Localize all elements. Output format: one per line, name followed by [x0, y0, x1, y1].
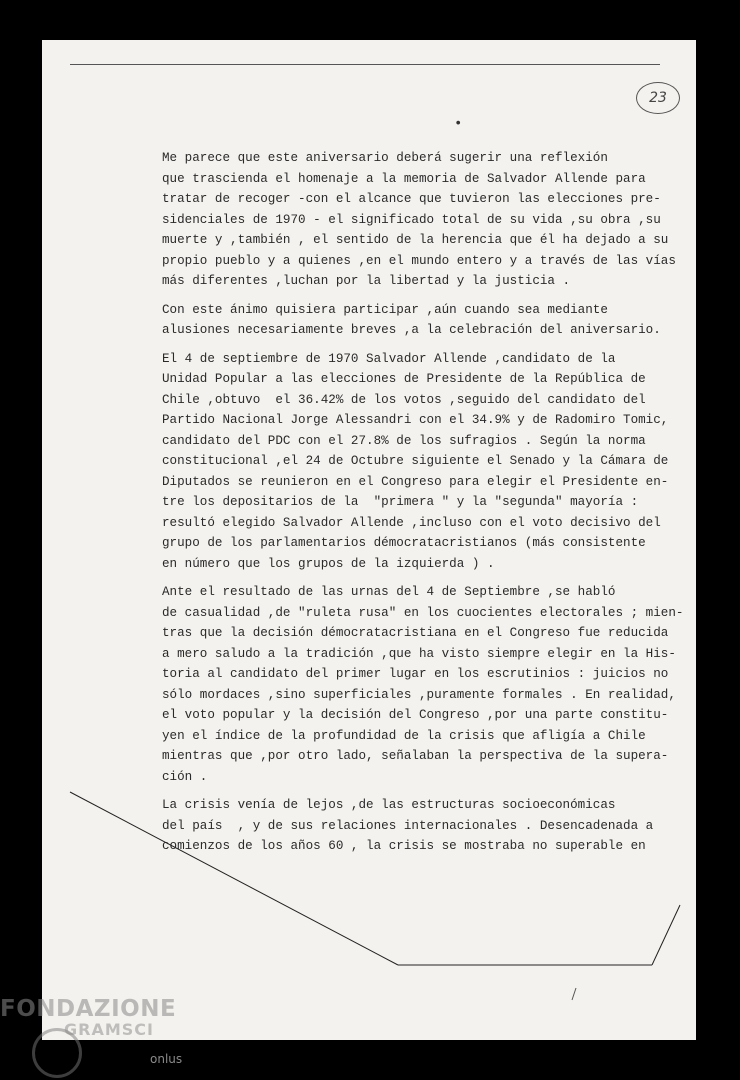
- page-number: 23: [636, 82, 680, 114]
- paragraph-4: Ante el resultado de las urnas del 4 de Septiembre ,se habló de casualidad ,de "ruleta rusa" en los cuocientes electorales ; mien- tras que la decisión démocratacristiana en el Congreso fue reducida a mero saludo a la tradición ,que ha visto siempre elegir en la His- toria al candidato del primer lugar en los escrutinios : juicios no sólo mordaces ,sino superficiales ,puramente formales . En realidad, el voto popular y la decisión del Congreso ,por una parte constitu- yen el índice de la profundidad de la crisis que afligía a Chile mientras que ,por otro lado, señalaban la perspectiva de la supera- ción .: [162, 585, 684, 784]
- watermark-subtitle: GRAMSCI: [64, 1020, 154, 1039]
- paragraph-1: Me parece que este aniversario deberá sugerir una reflexión que trascienda el homenaje a la memoria de Salvador Allende para tratar de recoger -con el alcance que tuvieron las elecciones pre- sidenciales de 1970 - el significado total de su vida ,su obra ,su muerte y ,también , el sentido de la herencia que él ha dejado a su propio pueblo y a quienes ,en el mundo entero y a través de las vías más diferentes ,luchan por la libertad y la justicia .: [162, 151, 676, 288]
- watermark-title: FONDAZIONE: [0, 996, 177, 1022]
- paragraph-3: El 4 de septiembre de 1970 Salvador Allende ,candidato de la Unidad Popular a las elecciones de Presidente de la República de Chile ,obtuvo el 36.42% de los votos ,seguido del candidato del Partido Nacional Jorge Alessandri con el 34.9% y de Radomiro Tomic, candidato del PDC con el 27.8% de los sufragios . Según la norma constitucional ,el 24 de Octubre siguiente el Senado y la Cámara de Diputados se reunieron en el Congreso para elegir el Presidente en- tre los depositarios de la "primera " y la "segunda" mayoría : resultó elegido Salvador Allende ,incluso con el voto decisivo del grupo de los parlamentarios démocratacristianos (más consistente en número que los grupos de la izquierda ) .: [162, 351, 669, 571]
- watermark-onlus: onlus: [150, 1052, 183, 1066]
- paragraph-2: Con este ánimo quisiera participar ,aún cuando sea mediante alusiones necesariamente breves ,a la celebración del aniversario.: [162, 302, 661, 337]
- paragraph-5: La crisis venía de lejos ,de las estructuras socioeconómicas del país , y de sus relaciones internacionales . Desencadenada a comienzos de los años 60 , la crisis se mostraba no superable en: [162, 798, 654, 853]
- stray-mark: •: [454, 116, 463, 132]
